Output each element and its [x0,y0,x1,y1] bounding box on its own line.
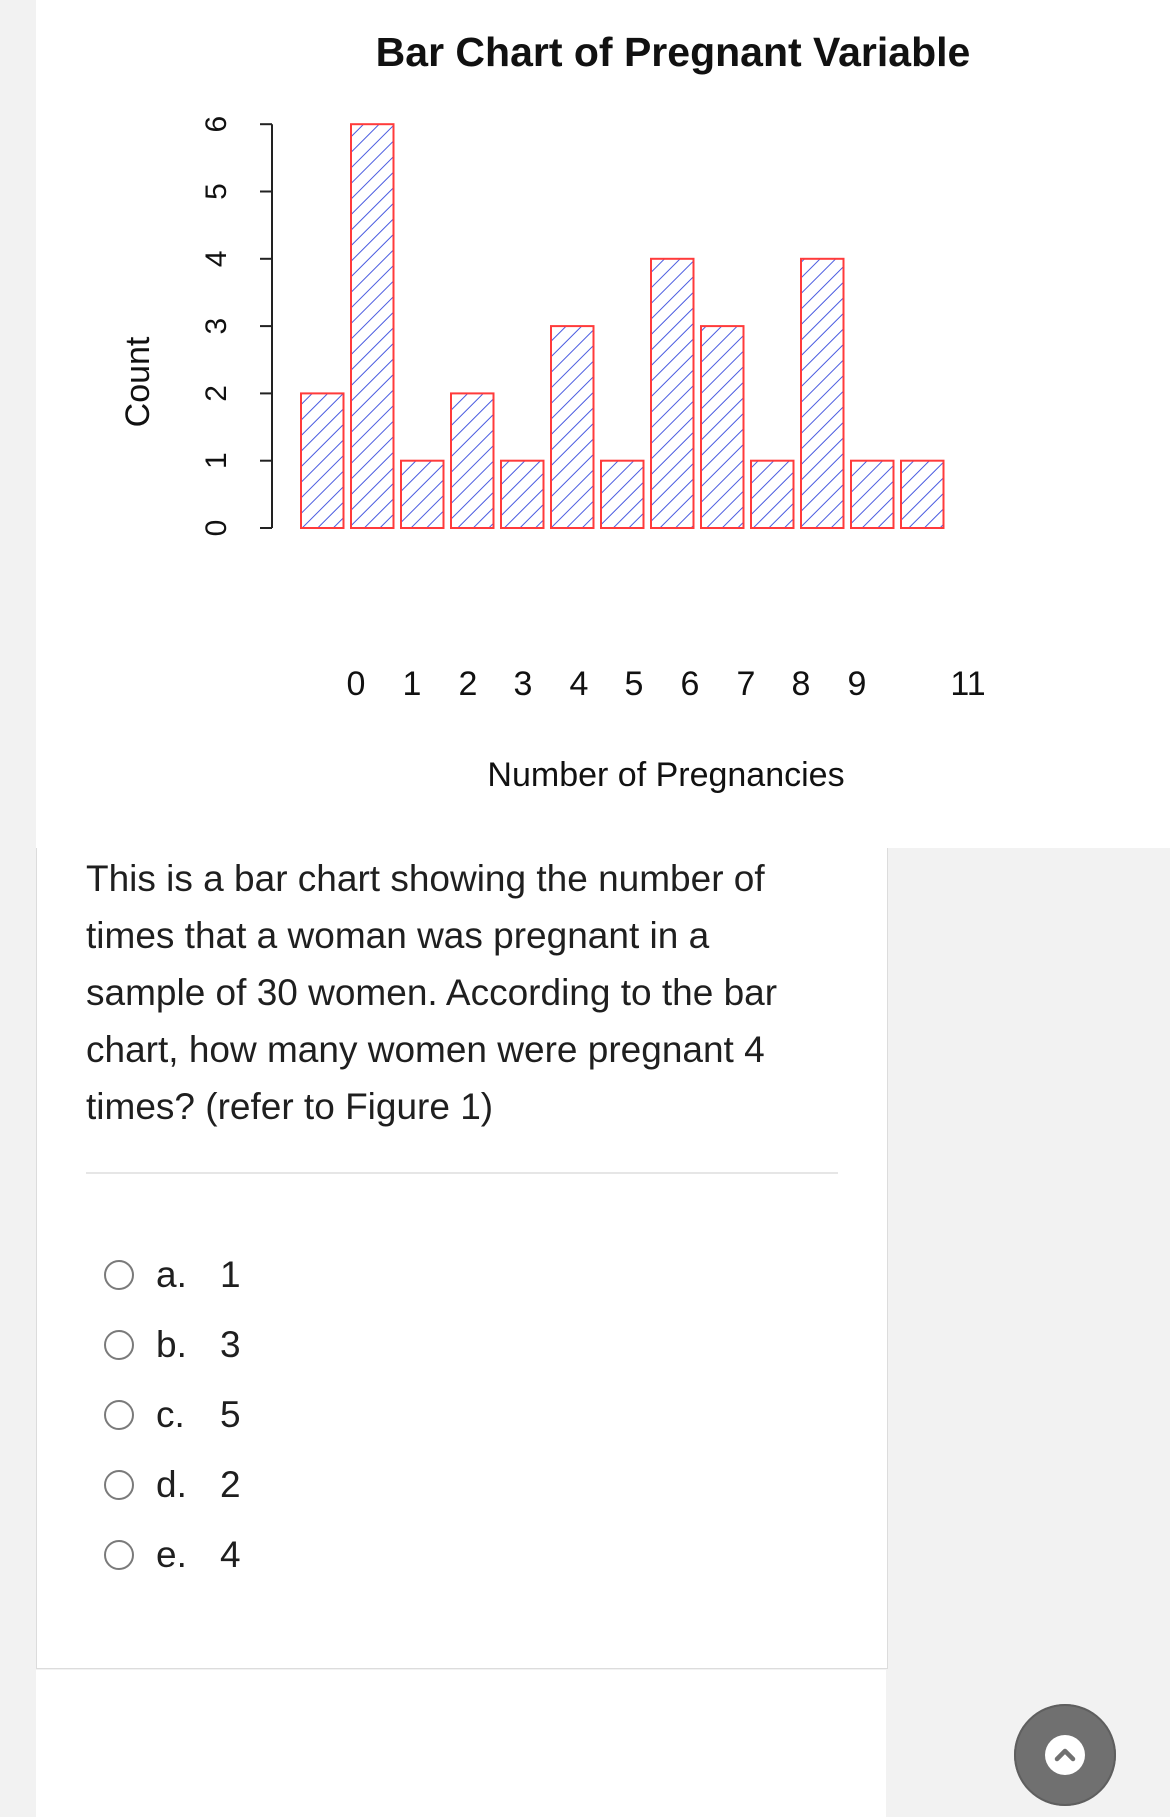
y-tick-label: 0 [200,519,233,537]
bar [501,461,544,528]
question-line: chart, how many women were pregnant 4 [86,1029,765,1070]
bar-chart [36,0,1170,848]
option-value: 4 [220,1534,241,1575]
y-tick-label: 3 [200,317,233,335]
radio-button-e[interactable] [104,1540,134,1570]
bar [801,259,844,528]
bar [301,393,344,528]
x-axis-label: Number of Pregnancies [487,756,845,794]
answer-options [104,1240,241,1590]
y-tick-label: 6 [200,115,233,133]
option-letter: b. [156,1324,187,1365]
x-tick-label: 3 [513,665,533,703]
bottom-strip [36,1670,886,1817]
option-letter: c. [156,1394,185,1435]
x-tick-labels [347,665,986,703]
y-axis-label: Count [119,336,157,428]
x-tick-label: 1 [402,665,422,703]
y-tick-label: 4 [200,250,233,268]
option-value: 2 [220,1464,241,1505]
option-b[interactable] [104,1310,241,1380]
bar [551,326,594,528]
question-line: This is a bar chart showing the number of [86,858,765,899]
bar [401,461,444,528]
y-tick-label: 2 [200,385,233,402]
option-letter: e. [156,1534,187,1575]
bar [701,326,744,528]
option-value: 1 [220,1254,241,1295]
option-d[interactable] [104,1450,241,1520]
bar [451,393,494,528]
chart-title: Bar Chart of Pregnant Variable [375,29,971,75]
question-text [86,850,846,1135]
bar [351,124,394,528]
divider [86,1172,838,1174]
x-tick-label: 4 [569,665,589,703]
option-letter: d. [156,1464,187,1505]
bar [851,461,894,528]
radio-button-a[interactable] [104,1260,134,1290]
option-a[interactable] [104,1240,241,1310]
x-tick-label: 11 [950,665,986,703]
question-line: sample of 30 women. According to the bar [86,972,778,1013]
bar [601,461,644,528]
option-letter: a. [156,1254,187,1295]
bar [751,461,794,528]
option-value: 5 [220,1394,241,1435]
x-tick-label: 7 [736,665,756,703]
bars [301,124,944,528]
x-tick-label: 6 [680,665,700,703]
scroll-to-top-button[interactable] [1014,1704,1116,1806]
y-axis [200,116,272,536]
y-tick-label: 1 [200,452,233,470]
y-tick-label: 5 [200,183,233,200]
question-line: times that a woman was pregnant in a [86,915,710,956]
x-tick-label: 9 [847,665,867,703]
x-tick-label: 0 [346,665,366,703]
option-c[interactable] [104,1380,241,1450]
option-value: 3 [220,1324,241,1365]
x-tick-label: 5 [624,665,644,703]
bar [901,461,944,528]
chevron-up-icon [1045,1735,1085,1775]
bar [651,259,694,528]
radio-button-d[interactable] [104,1470,134,1500]
x-tick-label: 8 [791,665,811,703]
option-e[interactable] [104,1520,241,1590]
question-line: times? (refer to Figure 1) [86,1086,494,1127]
radio-button-c[interactable] [104,1400,134,1430]
radio-button-b[interactable] [104,1330,134,1360]
x-tick-label: 2 [458,665,478,703]
